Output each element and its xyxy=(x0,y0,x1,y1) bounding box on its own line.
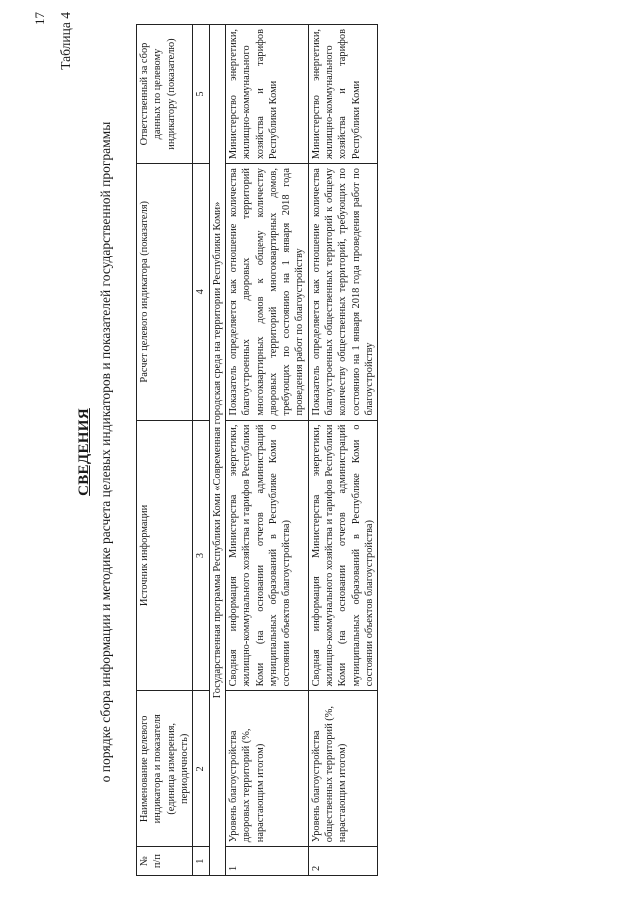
column-numbers-row xyxy=(193,25,209,876)
rotated-page xyxy=(20,12,620,892)
column-number: 1 xyxy=(193,847,209,876)
indicators-table xyxy=(136,24,378,876)
calculation-cell: Показатель определяется как отношение количества благоустроенных дворовых территорий многоквартирных домов к общему количеству дворовых территорий многоквартирных домов, требующих по состоянию на 1 января 2018 года проведения работ по благоустройству xyxy=(225,164,308,420)
table-label: Таблица 4 xyxy=(58,12,73,70)
document-subtitle: о порядке сбора информации и методике расчета целевых индикаторов и показателей государственной программы xyxy=(98,121,113,783)
section-row xyxy=(209,25,225,876)
column-number: 4 xyxy=(193,164,209,420)
source-cell: Сводная информация Министерства энергетики, жилищно-коммунального хозяйства и тарифов Республики Коми (на основании отчетов администраций муниципальных образований в Республике Коми о состоянии объектов благоустройства) xyxy=(225,420,308,691)
table-header-row xyxy=(137,25,193,876)
indicator-cell: Уровень благоустройства дворовых территорий (%, нарастающим итогом) xyxy=(225,691,308,847)
header-cell-calculation: Расчет целевого индикатора (показателя) xyxy=(137,164,193,420)
calculation-cell: Показатель определяется как отношение количества благоустроенных общественных территорий к общему количеству общественных территорий, требующих по состоянию на 1 января 2018 года проведения работ по благоустройству xyxy=(308,164,378,420)
column-number: 3 xyxy=(193,420,209,691)
header-cell-indicator: Наименование целевого индикатора и показателя (единица измерения, периодичность) xyxy=(137,691,193,847)
row-number: 2 xyxy=(308,847,378,876)
page-number: 17 xyxy=(32,12,47,25)
section-title: Государственная программа Республики Коми «Современная городская среда на территории Республики Коми» xyxy=(209,25,225,876)
document-title: СВЕДЕНИЯ xyxy=(76,408,92,496)
header-cell-source: Источник информации xyxy=(137,420,193,691)
table-row xyxy=(308,25,378,876)
responsible-cell: Министерство энергетики, жилищно-коммунального хозяйства и тарифов Республики Коми xyxy=(308,25,378,164)
header-cell-num: № п/п xyxy=(137,847,193,876)
source-cell: Сводная информация Министерства энергетики, жилищно-коммунального хозяйства и тарифов Республики Коми (на основании отчетов администраций муниципальных образований в Республике Коми о состоянии объектов благоустройства) xyxy=(308,420,378,691)
indicator-cell: Уровень благоустройства общественных территорий (%, нарастающим итогом) xyxy=(308,691,378,847)
header-cell-responsible: Ответственный за сбор данных по целевому индикатору (показателю) xyxy=(137,25,193,164)
column-number: 5 xyxy=(193,25,209,164)
row-number: 1 xyxy=(225,847,308,876)
table-row xyxy=(225,25,308,876)
column-number: 2 xyxy=(193,691,209,847)
responsible-cell: Министерство энергетики, жилищно-коммунального хозяйства и тарифов Республики Коми xyxy=(225,25,308,164)
